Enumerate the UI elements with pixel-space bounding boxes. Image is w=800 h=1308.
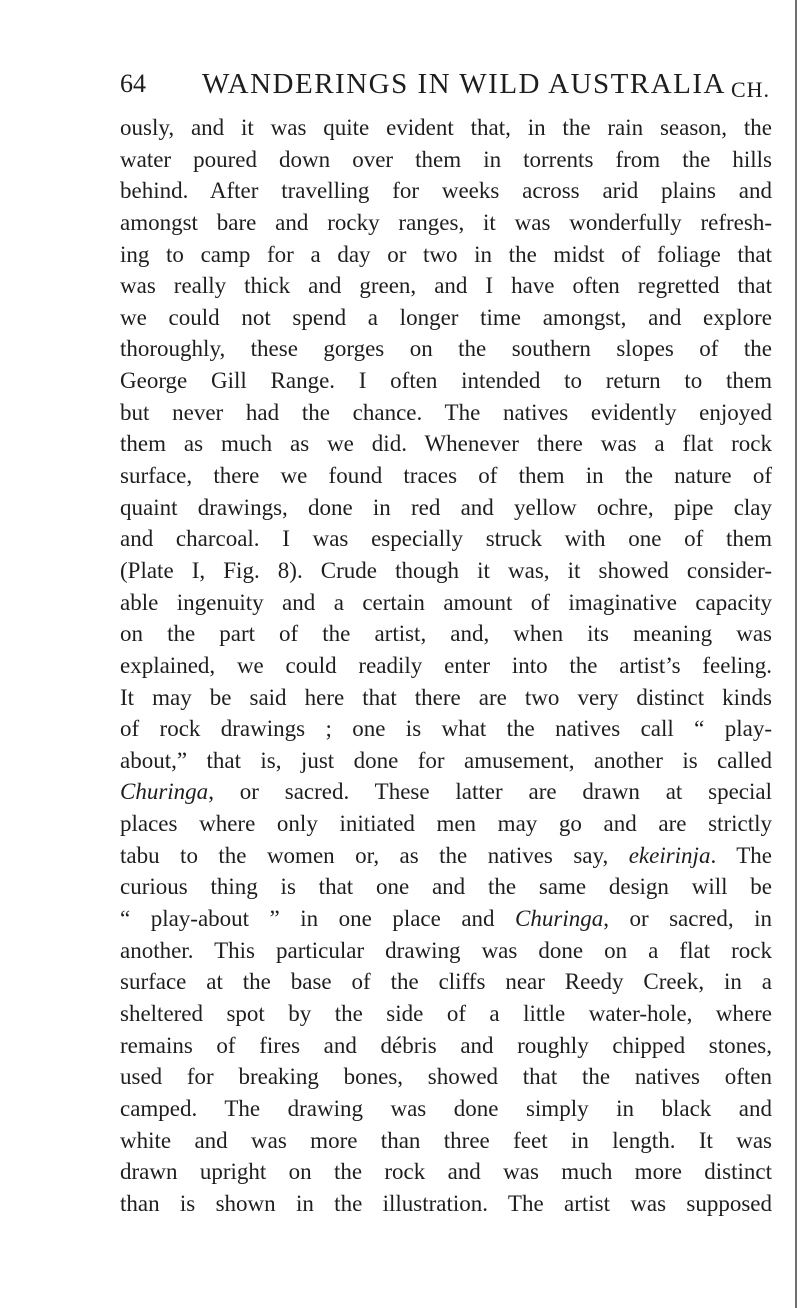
text-run: was really thick and green, and I have often regretted that bbox=[120, 273, 772, 299]
running-title: WANDERINGS IN WILD AUSTRALIA bbox=[202, 68, 726, 100]
text-run: white and was more than three feet in length. It was bbox=[120, 1127, 772, 1153]
text-run: ing to camp for a day or two in the midst of foliage that bbox=[120, 241, 772, 267]
text-run: water poured down over them in torrents from the hills bbox=[120, 146, 772, 172]
text-line bbox=[120, 428, 772, 460]
text-line bbox=[120, 112, 772, 144]
text-line bbox=[120, 1188, 772, 1220]
text-line bbox=[120, 618, 772, 650]
text-run: but never had the chance. The natives evidently enjoyed bbox=[120, 399, 772, 425]
text-line bbox=[120, 1030, 772, 1062]
text-run: places where only initiated men may go and are strictly bbox=[120, 811, 772, 837]
text-line bbox=[120, 1125, 772, 1157]
text-line bbox=[120, 776, 772, 808]
text-run: amongst bare and rocky ranges, it was wonderfully refresh- bbox=[120, 209, 772, 235]
text-run: tabu to the women or, as the natives say, bbox=[120, 842, 629, 868]
italic-term: Churinga bbox=[515, 906, 604, 932]
text-run: quaint drawings, done in red and yellow ochre, pipe clay bbox=[120, 494, 772, 520]
text-line bbox=[120, 270, 772, 302]
text-line bbox=[120, 333, 772, 365]
text-run: on the part of the artist, and, when its meaning was bbox=[120, 621, 772, 647]
text-line bbox=[120, 397, 772, 429]
text-line bbox=[120, 871, 772, 903]
text-line bbox=[120, 555, 772, 587]
italic-term: ekeirinja bbox=[628, 842, 711, 868]
text-run: of rock drawings ; one is what the natives call “ play- bbox=[120, 716, 772, 742]
text-run: another. This particular drawing was done on a flat rock bbox=[120, 937, 772, 963]
text-run: about,” that is, just done for amusement, another is called bbox=[120, 747, 772, 773]
text-line bbox=[120, 682, 772, 714]
text-run: “ play-about ” in one place and bbox=[120, 906, 516, 932]
text-run: curious thing is that one and the same design will be bbox=[120, 874, 772, 900]
text-run: than is shown in the illustration. The artist was supposed bbox=[120, 1190, 772, 1216]
text-run: It may be said here that there are two very distinct kinds bbox=[120, 684, 772, 710]
running-header bbox=[120, 64, 770, 104]
chapter-mark: CH. bbox=[730, 77, 770, 102]
text-line bbox=[120, 365, 772, 397]
text-line bbox=[120, 587, 772, 619]
text-run: able ingenuity and a certain amount of imaginative capacity bbox=[120, 589, 772, 615]
text-line bbox=[120, 460, 772, 492]
text-run: camped. The drawing was done simply in black and bbox=[120, 1095, 772, 1121]
text-run: sheltered spot by the side of a little water-hole, where bbox=[120, 1000, 772, 1026]
text-run: used for breaking bones, showed that the natives often bbox=[120, 1064, 772, 1090]
text-run: , or sacred. These latter are drawn at special bbox=[208, 779, 772, 805]
text-run: . The bbox=[710, 842, 772, 868]
text-line bbox=[120, 713, 772, 745]
text-line bbox=[120, 650, 772, 682]
italic-term: Churinga bbox=[120, 779, 209, 805]
text-line bbox=[120, 492, 772, 524]
text-line bbox=[120, 302, 772, 334]
text-line bbox=[120, 966, 772, 998]
text-line bbox=[120, 175, 772, 207]
text-line bbox=[120, 1061, 772, 1093]
text-line bbox=[120, 998, 772, 1030]
text-line bbox=[120, 207, 772, 239]
page-number: 64 bbox=[120, 69, 146, 98]
text-run: and charcoal. I was especially struck with one of them bbox=[120, 526, 772, 552]
text-run: (Plate I, Fig. 8). Crude though it was, it showed consider- bbox=[120, 557, 772, 583]
text-line bbox=[120, 144, 772, 176]
text-line bbox=[120, 935, 772, 967]
body-text bbox=[120, 112, 772, 1219]
text-run: them as much as we did. Whenever there was a flat rock bbox=[120, 431, 772, 457]
page-edge-shadow bbox=[795, 0, 797, 1308]
text-line bbox=[120, 239, 772, 271]
text-run: behind. After travelling for weeks across arid plains and bbox=[120, 178, 772, 204]
text-line bbox=[120, 840, 772, 872]
text-line bbox=[120, 523, 772, 555]
text-run: George Gill Range. I often intended to return to them bbox=[120, 368, 772, 394]
text-line bbox=[120, 808, 772, 840]
text-run: surface at the base of the cliffs near Reedy Creek, in a bbox=[120, 969, 772, 995]
text-line bbox=[120, 1156, 772, 1188]
text-run: thoroughly, these gorges on the southern slopes of the bbox=[120, 336, 772, 362]
text-run: ously, and it was quite evident that, in the rain season, the bbox=[120, 115, 772, 140]
text-line bbox=[120, 1093, 772, 1125]
text-line bbox=[120, 903, 772, 935]
text-run: drawn upright on the rock and was much more distinct bbox=[120, 1159, 772, 1185]
text-run: , or sacred, in bbox=[603, 906, 772, 932]
text-run: explained, we could readily enter into the artist’s feeling. bbox=[120, 652, 772, 678]
text-run: surface, there we found traces of them in the nature of bbox=[120, 463, 772, 489]
text-run: remains of fires and débris and roughly chipped stones, bbox=[120, 1032, 772, 1058]
text-run: we could not spend a longer time amongst, and explore bbox=[120, 304, 772, 330]
text-line bbox=[120, 745, 772, 777]
